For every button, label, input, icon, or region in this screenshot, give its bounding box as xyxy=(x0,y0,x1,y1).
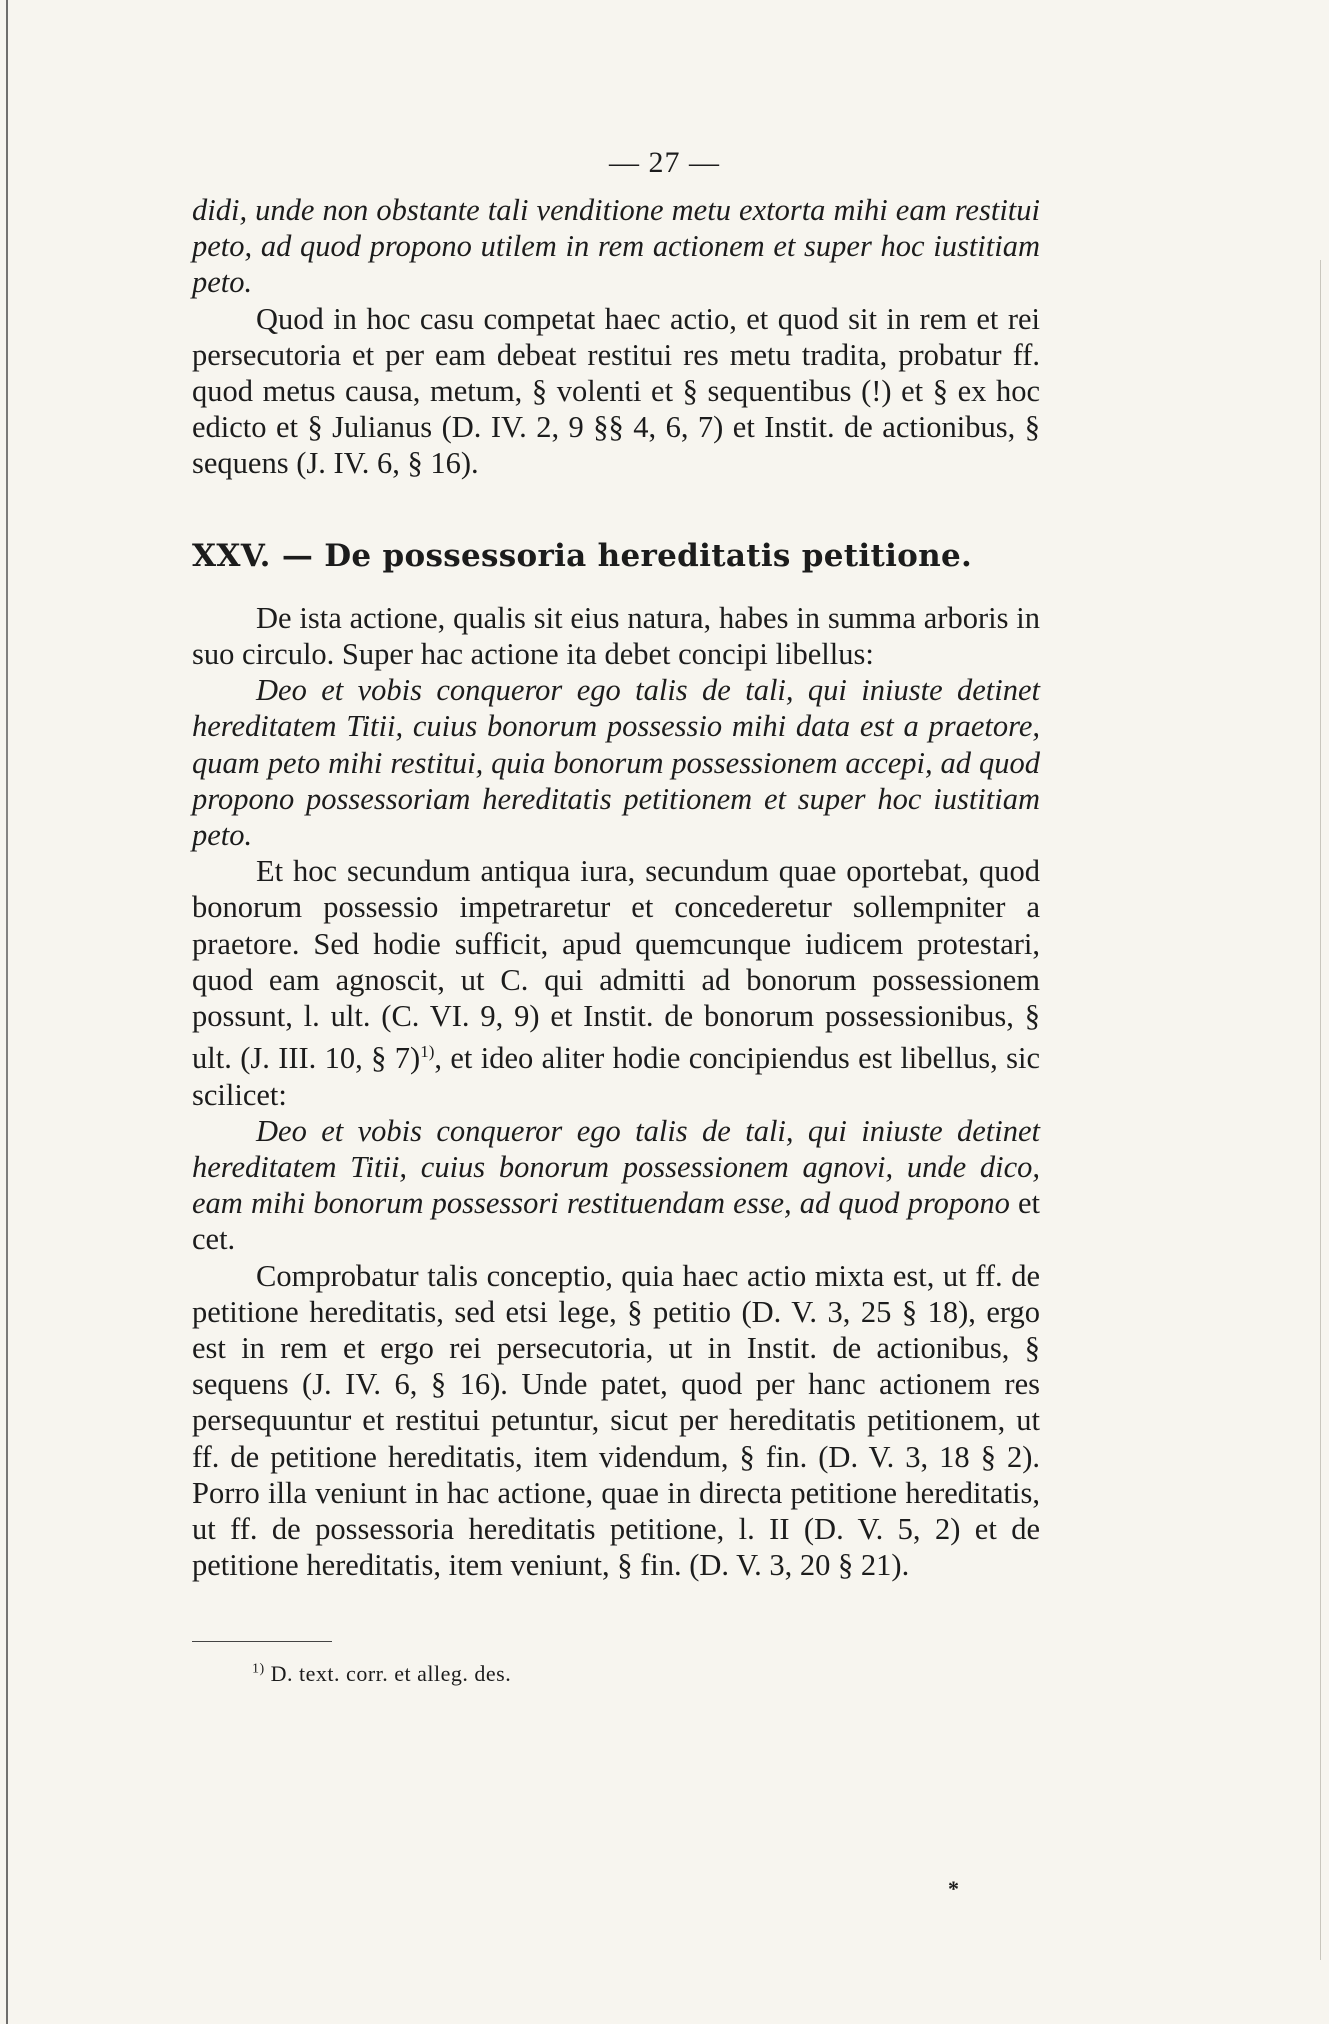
page-edge xyxy=(6,0,8,2024)
footnote-text: D. text. corr. et alleg. des. xyxy=(264,1661,512,1686)
page-edge-right xyxy=(1320,260,1321,1960)
paragraph-5-text-b: , et ideo aliter hodie concipiendus est libellus, sic scilicet: xyxy=(192,1041,1040,1112)
formula-paragraph-1: didi, unde non obstante tali venditione metu extorta mihi eam restitui peto, ad quod propono utilem in rem actionem et super hoc iustitiam peto. xyxy=(192,193,1040,300)
stray-mark: * xyxy=(948,1876,959,1901)
footnote-number: 1) xyxy=(252,1661,265,1677)
formula-paragraph-6: Deo et vobis conqueror ego talis de tali, qui iniuste detinet hereditatem Titii, cuius bonorum possessionem agnovi, unde dico, eam mihi bonorum possessori restituendam esse, ad quod propono xyxy=(192,1113,1040,1221)
footnote-divider xyxy=(192,1641,332,1642)
page-body xyxy=(192,192,1040,1583)
paragraph-6-tail: et cet. xyxy=(192,1186,1040,1257)
section-heading: XXV. — De possessoria hereditatis petitione. xyxy=(192,537,973,574)
paragraph-7: Comprobatur talis conceptio, quia haec actio mixta est, ut ff. de petitione hereditatis, sed etsi lege, § petitio (D. V. 3, 25 § 18), ergo est in rem et ergo rei persecutoria, ut in Instit. de actionibus, § sequens (J. IV. 6, § 16). Unde patet, quod per hanc actionem res persequuntur et restitui petuntur, sicut per hereditatis petitionem, ut ff. de petitione hereditatis, item videndum, § fin. (D. V. 3, 18 § 2). Porro illa veniunt in hac actione, quae in directa petitione hereditatis, ut ff. de possessoria hereditatis petitione, l. II (D. V. 5, 2) et de petitione hereditatis, item veniunt, § fin. (D. V. 3, 20 § 21). xyxy=(192,1258,1040,1583)
footnote-ref: 1) xyxy=(420,1042,435,1062)
paragraph-2: Quod in hoc casu competat haec actio, et quod sit in rem et rei persecutoria et per eam debeat restitui res metu tradita, probatur ff. quod metus causa, metum, § volenti et § sequentibus (!) et § ex hoc edicto et § Julianus (D. IV. 2, 9 §§ 4, 6, 7) et Instit. de actionibus, § sequens (J. IV. 6, § 16). xyxy=(192,301,1040,481)
formula-paragraph-4: Deo et vobis conqueror ego talis de tali, qui iniuste detinet hereditatem Titii, cuius bonorum possessio mihi data est a praetore, quam peto mihi restitui, quia bonorum possessionem accepi, ad quod propono possessoriam hereditatis petitionem et super hoc iustitiam peto. xyxy=(192,673,1040,853)
page-number: — 27 — xyxy=(609,146,720,179)
paragraph-3: De ista actione, qualis sit eius natura, habes in summa arboris in suo circulo. Super hac actione ita debet concipi libellus: xyxy=(192,600,1040,672)
paragraph-5-text-a: Et hoc secundum antiqua iura, secundum quae oportebat, quod bonorum possessio impetraretur et concederetur sollempniter a praetore. Sed hodie sufficit, apud quemcunque iudicem protestari, quod eam agnoscit, ut C. qui admitti ad bonorum possessionem possunt, l. ult. (C. VI. 9, 9) et Instit. de bonorum possessionibus, § ult. (J. III. 10, § 7) xyxy=(192,854,1040,1076)
paragraph-6 xyxy=(192,1113,1040,1258)
footnote xyxy=(252,1661,511,1687)
paragraph-5 xyxy=(192,853,1040,1113)
